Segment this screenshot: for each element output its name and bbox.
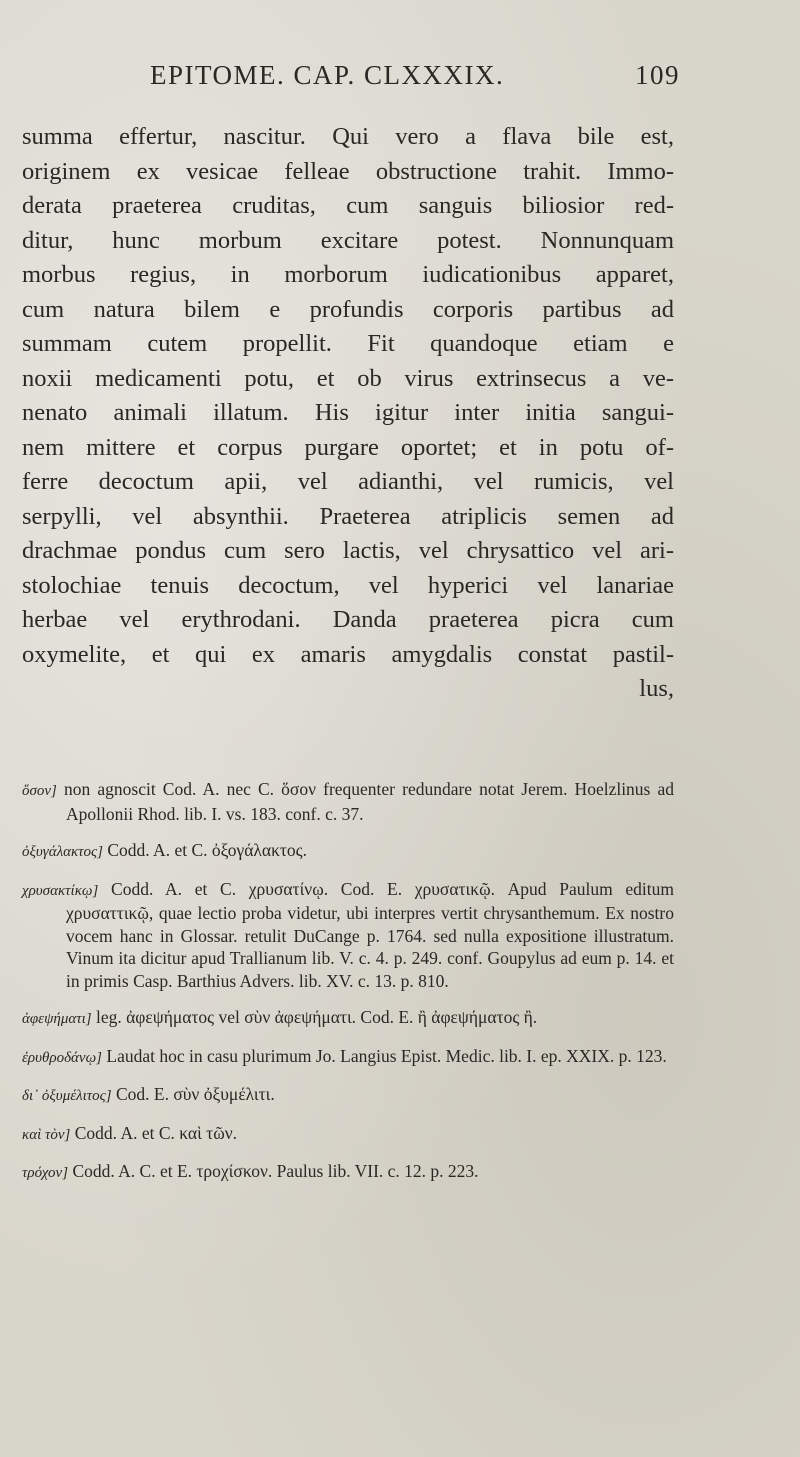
footnote-text: non agnoscit Cod. A. nec C. ὅσον frequenter redundare notat Jerem. Hoelzlinus ad Apollonii Rhod. lib. I. vs. 183. conf. c. 37. — [64, 779, 674, 824]
text-line: summam cutem propellit. Fit quandoque etiam e — [22, 330, 674, 357]
running-head — [150, 60, 680, 100]
footnote — [22, 1045, 674, 1070]
text-line: drachmae pondus cum sero lactis, vel chrysattico vel ari- — [22, 537, 674, 564]
footnote — [22, 778, 674, 825]
footnote — [22, 1006, 674, 1031]
footnote-text: leg. ἀφεψήματος vel σὺν ἀφεψήματι. Cod. E. ἢ ἀφεψήματος ἢ. — [96, 1007, 538, 1027]
text-line: nem mittere et corpus purgare oportet; et in potu of- — [22, 433, 674, 461]
footnote-text: Codd. A. et C. καὶ τῶν. — [74, 1122, 238, 1143]
footnote-lemma: καὶ τὸν] — [22, 1126, 71, 1143]
text-line: stolochiae tenuis decoctum, vel hyperici vel lanariae — [22, 571, 674, 599]
page-number: 109 — [635, 60, 680, 90]
footnote — [22, 1083, 674, 1108]
text-line: noxii medicamenti potu, et ob virus extrinsecus a ve- — [22, 364, 674, 392]
footnotes — [22, 778, 674, 1199]
footnote — [22, 1160, 674, 1185]
text-line: cum natura bilem e profundis corporis partibus ad — [22, 295, 674, 323]
footnote-lemma: δι᾽ ὀξυμέλιτος] — [22, 1088, 112, 1104]
text-line: originem ex vesicae felleae obstructione trahit. Immo- — [22, 157, 674, 185]
footnote-text: Cod. E. σὺν ὀξυμέλιτι. — [115, 1084, 275, 1104]
running-title: EPITOME. CAP. CLXXXIX. — [150, 60, 505, 90]
footnote-lemma: ὅσον] — [22, 783, 57, 799]
footnote — [22, 839, 674, 864]
text-line: nenato animali illatum. His igitur inter initia sangui- — [22, 399, 674, 426]
footnote-text: Codd. A. et C. χρυσατίνῳ. Cod. E. χρυσατικῷ. Apud Paulum editum χρυσαττικῷ, quae lectio proba videtur, ubi interpres vertit chrysanthemum. Ex nostro vocem hanc in Glossar. retulit DuCange p. 1764. sed nulla expositione illustratum. Vinum ita dicitur apud Trallianum lib. V. c. 4. p. 249. conf. Goupylus ad eum p. 14. et in primis Casp. Barthius Advers. lib. XV. c. 13. p. 810. — [66, 878, 674, 991]
text-line: herbae vel erythrodani. Danda praeterea picra cum — [22, 606, 674, 633]
text-line-catchword: lus, — [639, 675, 674, 702]
footnote-text: Codd. A. C. et E. τροχίσκον. Paulus lib. VII. c. 12. p. 223. — [72, 1161, 479, 1181]
footnote — [22, 1122, 674, 1147]
footnote — [22, 878, 674, 993]
footnote-lemma: τρόχον] — [22, 1165, 69, 1181]
footnote-lemma: ἀφεψήματι] — [22, 1011, 92, 1027]
text-line: summa effertur, nascitur. Qui vero a flava bile est, — [22, 123, 674, 150]
text-line: morbus regius, in morborum iudicationibus apparet, — [22, 261, 674, 288]
footnote-text: Codd. A. et C. ὀξογάλακτος. — [107, 840, 307, 860]
footnote-lemma: ἐρυθροδάνῳ] — [22, 1049, 102, 1066]
text-line: serpylli, vel absynthii. Praeterea atriplicis semen ad — [22, 502, 674, 530]
footnote-text: Laudat hoc in casu plurimum Jo. Langius Epist. Medic. lib. I. ep. XXIX. p. 123. — [106, 1045, 667, 1066]
footnote-lemma: ὀξυγάλακτος] — [22, 844, 103, 860]
main-text — [22, 120, 674, 707]
footnote-lemma: χρυσακτίκῳ] — [22, 882, 99, 899]
text-line: ferre decoctum apii, vel adianthi, vel rumicis, vel — [22, 468, 674, 495]
text-line: oxymelite, et qui ex amaris amygdalis constat pastil- — [22, 640, 674, 668]
text-line: derata praeterea cruditas, cum sanguis biliosior red- — [22, 192, 674, 219]
text-line: ditur, hunc morbum excitare potest. Nonnunquam — [22, 226, 674, 254]
